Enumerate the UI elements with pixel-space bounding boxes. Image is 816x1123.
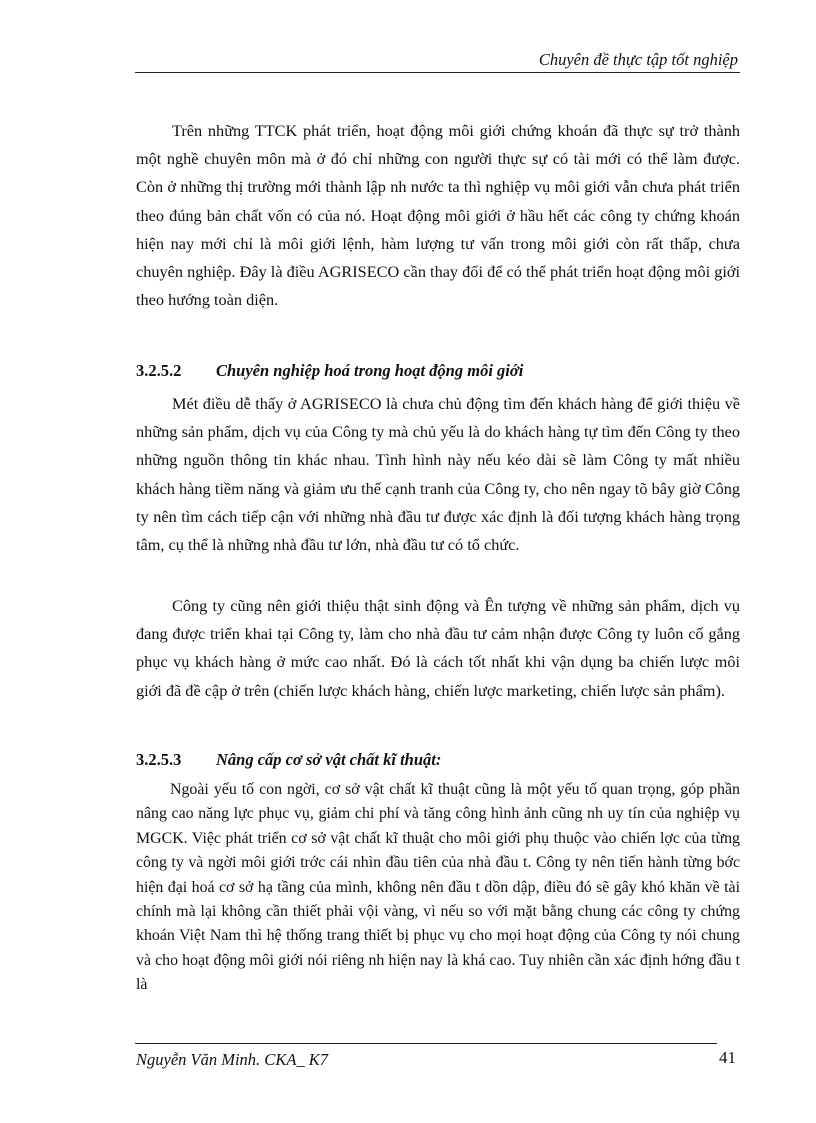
header-divider (135, 72, 740, 73)
paragraph-ttck: Trên những TTCK phát triển, hoạt động môi giới chứng khoán đã thực sự trở thành một nghề chuyên môn mà ở đó chỉ những con người thực sự có tài mới có thể làm được. Còn ở những thị trường mới thành lập nh nước ta thì nghiệp vụ môi giới vẫn chưa phát triển theo đúng bản chất vốn có của nó. Hoạt động môi giới ở hầu hết các công ty chứng khoán hiện nay mới chỉ là môi giới lệnh, hàm lượng tư vấn trong môi giới còn rất thấp, chưa chuyên nghiệp. Đây là điều AGRISECO cần thay đổi để có thể phát triển hoạt động môi giới theo hướng toàn diện. (136, 121, 740, 310)
page-number: 41 (719, 1048, 736, 1067)
section-number: 3.2.5.2 (136, 361, 182, 380)
section-number: 3.2.5.3 (136, 750, 182, 769)
paragraph-professionalization: Mét điều dễ thấy ở AGRISECO là chưa chủ động tìm đến khách hàng để giới thiệu về những sản phẩm, dịch vụ của Công ty mà chủ yếu là do khách hàng tự tìm đến Công ty theo những nguồn thông tin khác nhau. Tình hình này nếu kéo dài sẽ làm Công ty mất nhiều khách hàng tiềm năng và giảm ưu thế cạnh tranh của Công ty, cho nên ngay tõ bây giờ Công ty nên tìm cách tiếp cận với những nhà đầu tư được xác định là đối tượng khách hàng trọng tâm, cụ thể là những nhà đầu tư lớn, nhà đầu tư có tổ chức. (136, 394, 740, 555)
section-heading-3-2-5-3 (136, 750, 740, 770)
section-heading-3-2-5-2 (136, 361, 740, 381)
section-title: Chuyên nghiệp hoá trong hoạt động môi giới (216, 361, 524, 380)
footer-author: Nguyễn Văn Minh. CKA_ K7 (136, 1050, 329, 1069)
page-header-title: Chuyên đề thực tập tốt nghiệp (538, 50, 738, 69)
section-title: Nâng cấp cơ sở vật chất kĩ thuật: (216, 750, 442, 769)
footer-divider (135, 1043, 717, 1044)
paragraph-introduction: Công ty cũng nên giới thiệu thật sinh động và Ên tượng về những sản phẩm, dịch vụ đang được triển khai tại Công ty, làm cho nhà đầu tư cảm nhận được Công ty luôn cố gắng phục vụ khách hàng ở mức cao nhất. Đó là cách tốt nhất khi vận dụng ba chiến lược môi giới đã đề cập ở trên (chiến lược khách hàng, chiến lược marketing, chiến lược sản phẩm). (136, 596, 740, 700)
paragraph-infrastructure: Ngoài yếu tố con ngời, cơ sở vật chất kĩ thuật cũng là một yếu tố quan trọng, góp phần nâng cao năng lực phục vụ, giảm chi phí và tăng công hình ảnh cũng nh uy tín của nghiệp vụ MGCK. Việc phát triển cơ sở vật chất kĩ thuật cho môi giới phụ thuộc vào chiến lợc của từng công ty và ngời môi giới trớc cái nhìn đầu tiên của nhà đầu t. Công ty nên tiến hành từng bớc hiện đại hoá cơ sở hạ tầng của mình, không nên đầu t dồn dập, điều đó sẽ gây khó khăn về tài chính mà lại không cần thiết phải vội vàng, vì nếu so với mặt bằng chung các công ty chứng khoán Việt Nam thì hệ thống trang thiết bị phục vụ cho mọi hoạt động của Công ty nói chung và cho hoạt động môi giới nói riêng nh hiện nay là khá cao. Tuy nhiên cần xác định hớng đầu t là (136, 781, 740, 994)
